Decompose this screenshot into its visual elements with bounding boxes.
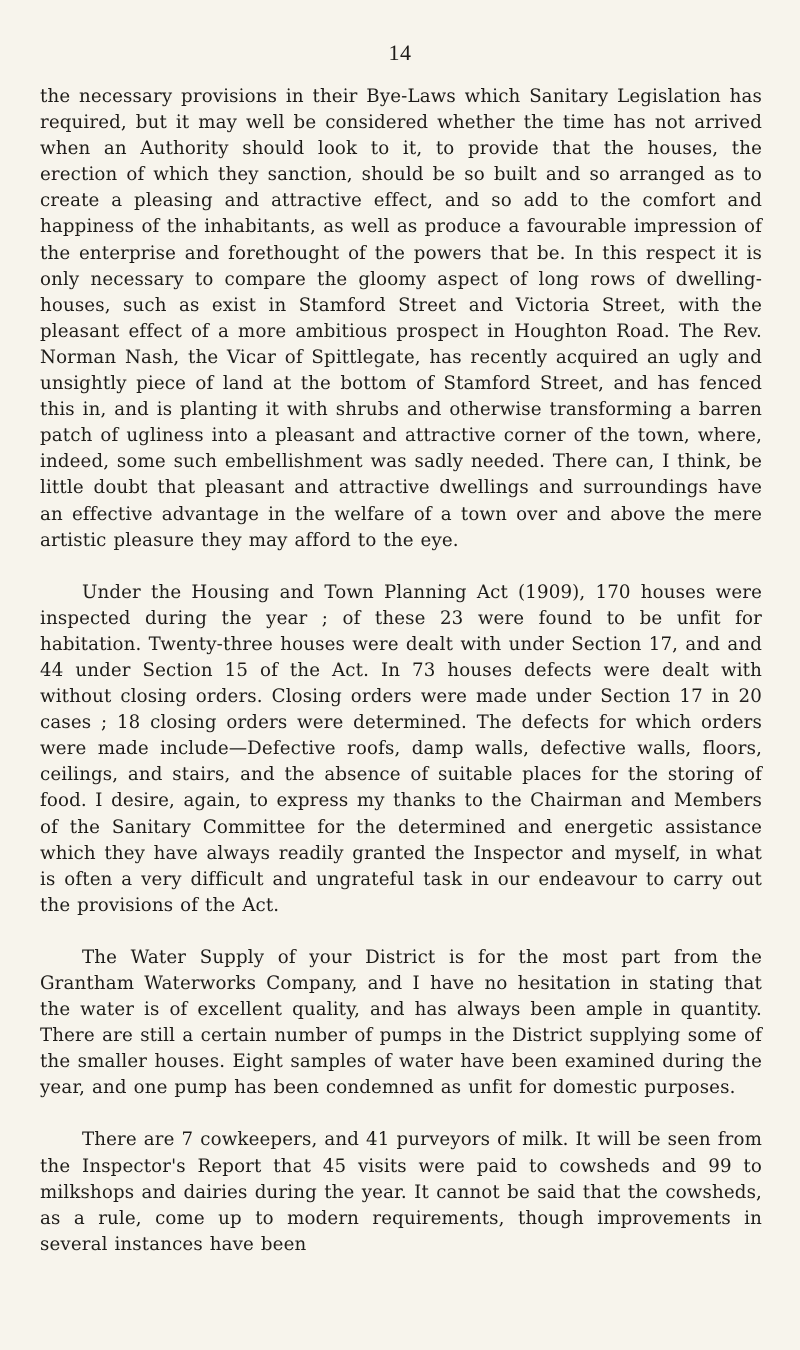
paragraph-bye-laws: the necessary provisions in their Bye-Laws which Sanitary Legislation has required, but it may well be considered whether the time has not arrived when an Authority should look to it, to provide that the houses, the erection of which they sanction, should be so built and so arranged as to create a pleasing and attractive effect, and so add to the comfort and happiness of the inhabitants, as well as produce a favourable impression of the enterprise and forethought of the powers that be. In this respect it is only necessary to compare the gloomy aspect of long rows of dwelling-houses, such as exist in Stamford Street and Victoria Street, with the pleasant effect of a more ambitious prospect in Houghton Road. The Rev. Norman Nash, the Vicar of Spittlegate, has recently acquired an ugly and unsightly piece of land at the bottom of Stamford Street, and has fenced this in, and is planting it with shrubs and otherwise transforming a barren patch of ugliness into a pleasant and attractive corner of the town, where, indeed, some such embellishment was sadly needed. There can, I think, be little doubt that pleasant and attractive dwellings and surroundings have an effective advantage in the welfare of a town over and above the mere artistic pleasure they may afford to the eye. [40, 86, 762, 551]
paragraph-cowkeepers: There are 7 cowkeepers, and 41 purveyors of milk. It will be seen from the Inspector's Report that 45 visits were paid to cowsheds and 99 to milkshops and dairies during the year. It cannot be said that the cowsheds, as a rule, come up to modern requirements, though improvements in several instances have been [40, 1129, 762, 1255]
page-number: 14 [388, 40, 412, 65]
paragraph-water-supply: The Water Supply of your District is for the most part from the Grantham Waterworks Company, and I have no hesitation in stating that the water is of excellent quality, and has always been ample in quantity. There are still a certain number of pumps in the District supplying some of the smaller houses. Eight samples of water have been examined during the year, and one pump has been condemned as unfit for domestic purposes. [40, 946, 762, 1099]
paragraph-housing-act: Under the Housing and Town Planning Act (1909), 170 houses were inspected during the year ; of these 23 were found to be unfit for habitation. Twenty-three houses were dealt with under Section 17, and and 44 under Section 15 of the Act. In 73 houses defects were dealt with without closing orders. Closing orders were made under Section 17 in 20 cases ; 18 closing orders were determined. The defects for which orders were made include—Defective roofs, damp walls, defective walls, floors, ceilings, and stairs, and the absence of suitable places for the storing of food. I desire, again, to express my thanks to the Chairman and Members of the Sanitary Committee for the determined and energetic assistance which they have always readily granted the Inspector and myself, in what is often a very difficult and ungrateful task in our endeavour to carry out the provisions of the Act. [40, 581, 762, 916]
text-body [40, 84, 762, 1258]
